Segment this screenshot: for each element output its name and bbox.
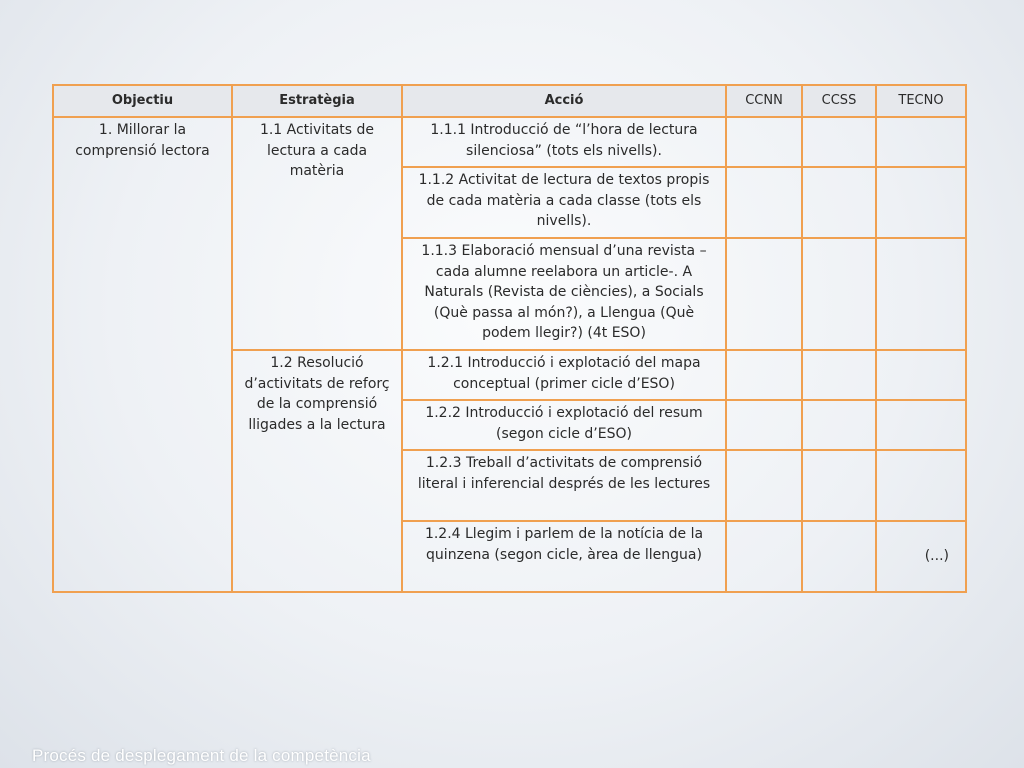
ellipsis-cell: (...) [876,521,966,592]
ccnn-cell [726,521,802,592]
ccnn-cell [726,117,802,167]
ccss-cell [802,238,876,350]
header-ccnn: CCNN [726,85,802,117]
strategy-cell-1-1: 1.1 Activitats de lectura a cada matèria [232,117,402,350]
objective-cell: 1. Millorar la comprensió lectora [53,117,232,592]
tecno-cell [876,450,966,521]
tecno-cell [876,238,966,350]
header-ccss: CCSS [802,85,876,117]
competency-table [52,84,967,593]
table-row [53,117,966,167]
action-cell-1-1-2: 1.1.2 Activitat de lectura de textos propis de cada matèria a cada classe (tots els nivells). [402,167,726,238]
tecno-cell [876,400,966,450]
tecno-cell [876,117,966,167]
table-header-row [53,85,966,117]
ccss-cell [802,117,876,167]
tecno-cell [876,350,966,400]
action-cell-1-2-1: 1.2.1 Introducció i explotació del mapa conceptual (primer cicle d’ESO) [402,350,726,400]
header-tecno: TECNO [876,85,966,117]
header-accio: Acció [402,85,726,117]
slide-title: Procés de desplegament de la competència [32,746,371,765]
strategy-cell-1-2: 1.2 Resolució d’activitats de reforç de la comprensió lligades a la lectura [232,350,402,592]
action-cell-1-2-2: 1.2.2 Introducció i explotació del resum (segon cicle d’ESO) [402,400,726,450]
ccnn-cell [726,450,802,521]
action-cell-1-2-4: 1.2.4 Llegim i parlem de la notícia de la quinzena (segon cicle, àrea de llengua) [402,521,726,592]
ccss-cell [802,450,876,521]
tecno-cell [876,167,966,238]
action-cell-1-1-3: 1.1.3 Elaboració mensual d’una revista –cada alumne reelabora un article-. A Naturals (Revista de ciències), a Socials (Què passa al món?), a Llengua (Què podem llegir?) (4t ESO) [402,238,726,350]
ccss-cell [802,350,876,400]
header-estrategia: Estratègia [232,85,402,117]
ccnn-cell [726,350,802,400]
ccnn-cell [726,238,802,350]
ccnn-cell [726,167,802,238]
ccnn-cell [726,400,802,450]
ccss-cell [802,167,876,238]
action-cell-1-2-3: 1.2.3 Treball d’activitats de comprensió literal i inferencial després de les lectures [402,450,726,521]
action-cell-1-1-1: 1.1.1 Introducció de “l’hora de lectura silenciosa” (tots els nivells). [402,117,726,167]
ccss-cell [802,521,876,592]
ccss-cell [802,400,876,450]
header-objectiu: Objectiu [53,85,232,117]
